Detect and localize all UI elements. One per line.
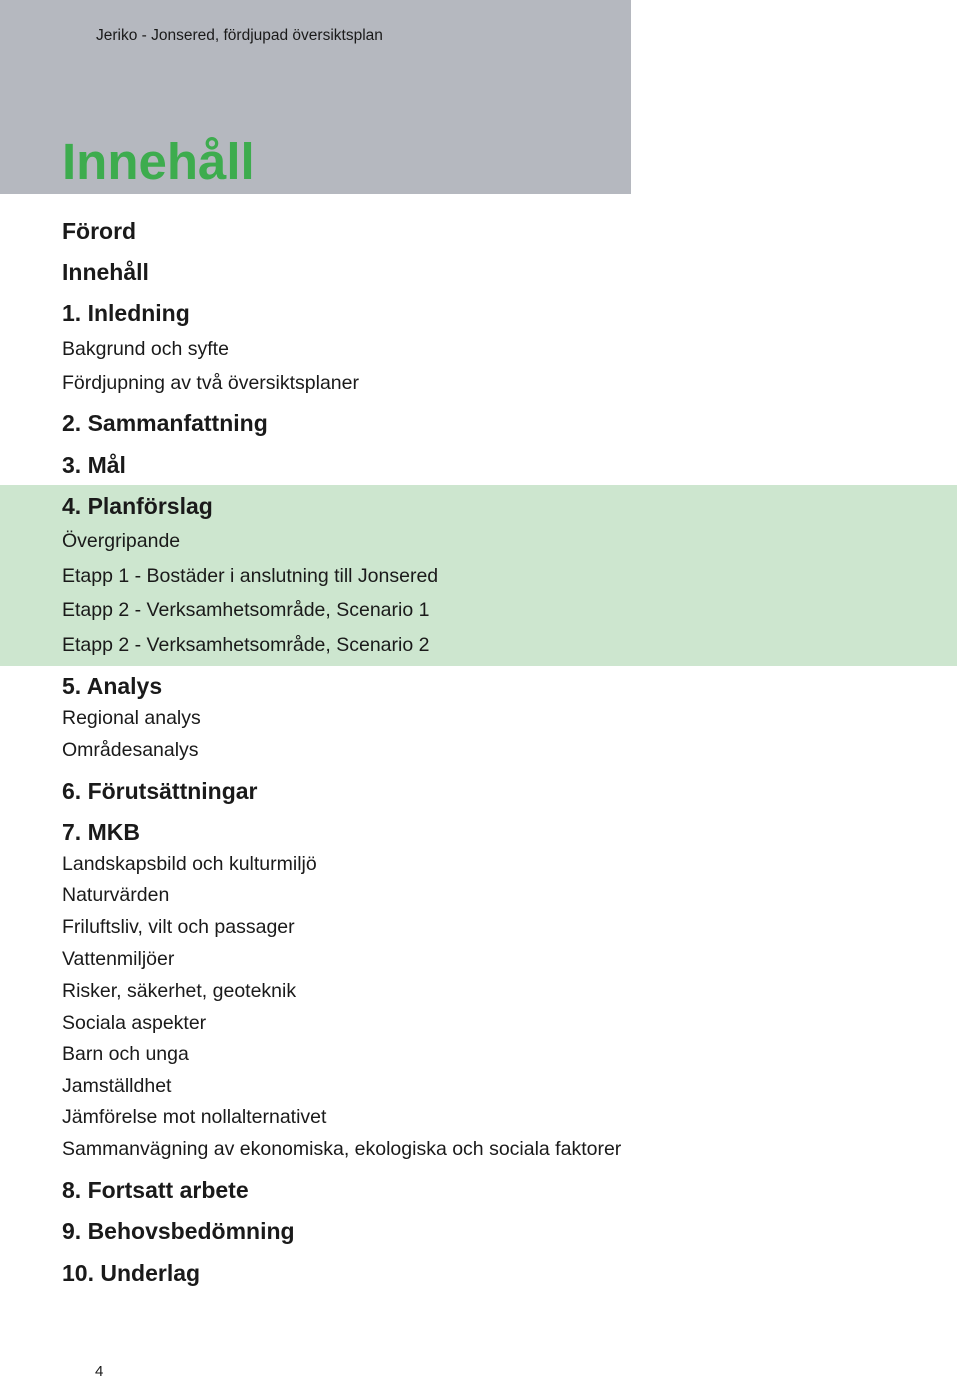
page-heading: Innehåll bbox=[62, 133, 255, 190]
toc-subitem-omradesanalys[interactable]: Områdesanalys bbox=[62, 739, 199, 761]
toc-subitem-vattenmiljoer[interactable]: Vattenmiljöer bbox=[62, 948, 175, 970]
toc-subitem-friluftsliv[interactable]: Friluftsliv, vilt och passager bbox=[62, 916, 295, 938]
toc-item-planforslag[interactable]: 4. Planförslag bbox=[62, 493, 213, 519]
toc-item-fortsatt-arbete[interactable]: 8. Fortsatt arbete bbox=[62, 1177, 249, 1203]
toc-item-forutsattningar[interactable]: 6. Förutsättningar bbox=[62, 778, 258, 804]
toc-subitem-etapp2-scenario2[interactable]: Etapp 2 - Verksamhetsområde, Scenario 2 bbox=[62, 634, 430, 656]
toc-subitem-bakgrund[interactable]: Bakgrund och syfte bbox=[62, 338, 229, 360]
toc-subitem-barn-och-unga[interactable]: Barn och unga bbox=[62, 1043, 189, 1065]
toc-subitem-etapp1[interactable]: Etapp 1 - Bostäder i anslutning till Jonsered bbox=[62, 565, 439, 587]
toc-item-forord[interactable]: Förord bbox=[62, 218, 137, 244]
toc-item-inledning[interactable]: 1. Inledning bbox=[62, 300, 190, 326]
toc-subitem-sammanvagning[interactable]: Sammanvägning av ekonomiska, ekologiska och sociala faktorer bbox=[62, 1138, 622, 1160]
toc-subitem-sociala-aspekter[interactable]: Sociala aspekter bbox=[62, 1012, 207, 1034]
toc-item-mkb[interactable]: 7. MKB bbox=[62, 819, 140, 845]
toc-item-sammanfattning[interactable]: 2. Sammanfattning bbox=[62, 410, 268, 436]
toc-subitem-jamstalldhet[interactable]: Jamställdhet bbox=[62, 1075, 172, 1097]
toc-subitem-overgripande[interactable]: Övergripande bbox=[62, 530, 181, 552]
toc-subitem-etapp2-scenario1[interactable]: Etapp 2 - Verksamhetsområde, Scenario 1 bbox=[62, 599, 430, 621]
toc-item-behovsbedomning[interactable]: 9. Behovsbedömning bbox=[62, 1218, 295, 1244]
toc-item-underlag[interactable]: 10. Underlag bbox=[62, 1260, 201, 1286]
toc-subitem-risker[interactable]: Risker, säkerhet, geoteknik bbox=[62, 980, 297, 1002]
document-title: Jeriko - Jonsered, fördjupad översiktsplan bbox=[96, 27, 383, 44]
toc-item-innehall[interactable]: Innehåll bbox=[62, 259, 149, 285]
toc-subitem-regional-analys[interactable]: Regional analys bbox=[62, 707, 201, 729]
toc-subitem-naturvarden[interactable]: Naturvärden bbox=[62, 884, 170, 906]
page-number: 4 bbox=[95, 1363, 104, 1380]
toc-item-mal[interactable]: 3. Mål bbox=[62, 452, 126, 478]
toc-subitem-jamforelse[interactable]: Jämförelse mot nollalternativet bbox=[62, 1106, 327, 1128]
toc-subitem-fordjupning[interactable]: Fördjupning av två översiktsplaner bbox=[62, 372, 359, 394]
toc-item-analys[interactable]: 5. Analys bbox=[62, 673, 163, 699]
toc-subitem-landskapsbild[interactable]: Landskapsbild och kulturmiljö bbox=[62, 853, 317, 875]
